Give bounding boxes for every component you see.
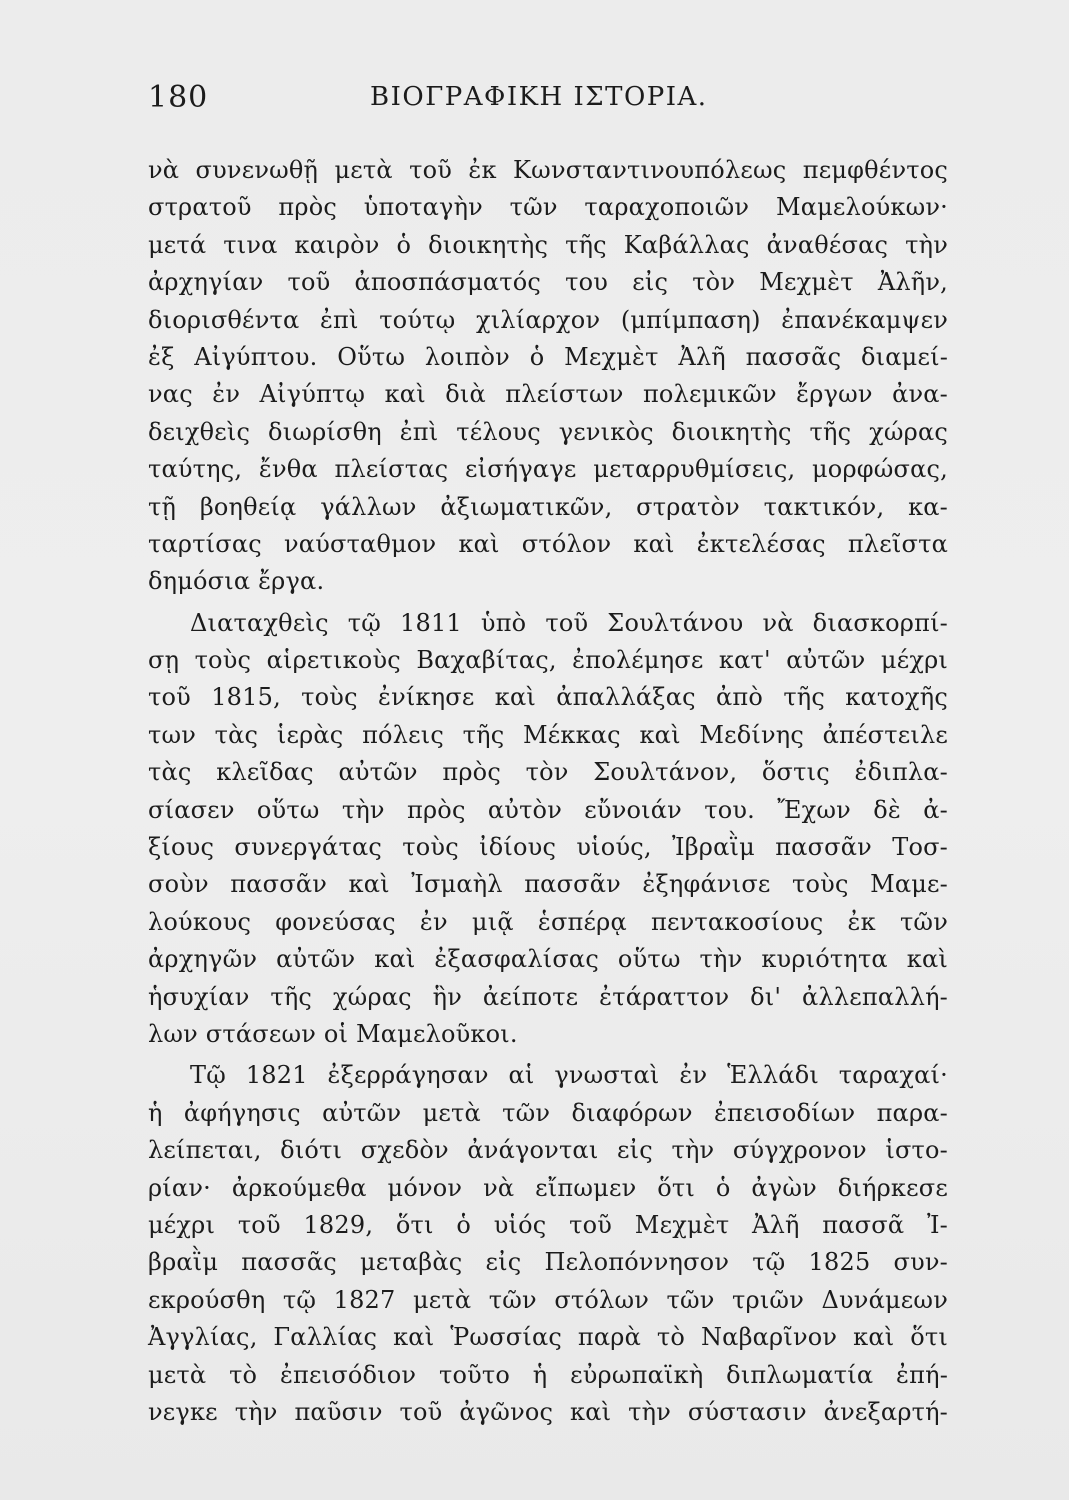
text-line: δειχθεὶς διωρίσθη ἐπὶ τέλους γενικὸς διοικητὴς τῆς χώρας — [148, 417, 948, 446]
text-line: ταρτίσας ναύσταθμον καὶ στόλον καὶ ἐκτελέσας πλεῖστα — [148, 529, 948, 558]
body-text — [148, 152, 948, 1431]
text-line: νεγκε τὴν παῦσιν τοῦ ἀγῶνος καὶ τὴν σύστασιν ἀνεξαρτή- — [148, 1397, 948, 1426]
text-line: τὰς κλεῖδας αὐτῶν πρὸς τὸν Σουλτάνον, ὅστις ἐδιπλα- — [148, 758, 948, 787]
text-line: των τὰς ἱερὰς πόλεις τῆς Μέκκας καὶ Μεδίνης ἀπέστειλε — [148, 720, 948, 749]
text-line: ἀρχηγῶν αὐτῶν καὶ ἐξασφαλίσας οὕτω τὴν κυριότητα καὶ — [148, 945, 948, 974]
text-line: ἡσυχίαν τῆς χώρας ἣν ἀείποτε ἐτάραττον δι' ἀλλεπαλλή- — [148, 982, 948, 1011]
paragraph-1 — [148, 152, 948, 601]
text-line: Διαταχθεὶς τῷ 1811 ὑπὸ τοῦ Σουλτάνου νὰ διασκορπί- — [190, 608, 948, 637]
text-line: εκρούσθη τῷ 1827 μετὰ τῶν στόλων τῶν τριῶν Δυνάμεων — [148, 1285, 948, 1314]
text-line: ἐξ Αἰγύπτου. Οὕτω λοιπὸν ὁ Μεχμὲτ Ἀλῆ πασσᾶς διαμεί- — [148, 342, 948, 371]
text-line: σίασεν οὕτω τὴν πρὸς αὐτὸν εὔνοιάν του. Ἔχων δὲ ἀ- — [148, 795, 948, 824]
text-line: τῇ βοηθείᾳ γάλλων ἀξιωματικῶν, στρατὸν τακτικόν, κα- — [148, 492, 948, 521]
text-line: Τῷ 1821 ἐξερράγησαν αἱ γνωσταὶ ἐν Ἑλλάδι ταραχαί· — [190, 1061, 948, 1090]
paragraph-2 — [148, 605, 948, 1054]
text-line: ἡ ἀφήγησις αὐτῶν μετὰ τῶν διαφόρων ἐπεισοδίων παρα- — [148, 1098, 948, 1127]
text-line: λων στάσεων οἱ Μαμελοῦκοι. — [148, 1019, 518, 1048]
text-line: νὰ συνενωθῇ μετὰ τοῦ ἐκ Κωνσταντινουπόλεως πεμφθέντος — [148, 156, 948, 184]
page-number: 180 — [148, 80, 209, 115]
text-line: ἀρχηγίαν τοῦ ἀποσπάσματός του εἰς τὸν Μεχμὲτ Ἀλῆν, — [148, 268, 948, 297]
text-line: ξίους συνεργάτας τοὺς ἰδίους υἱούς, Ἰβραῒμ πασσᾶν Τοσ- — [148, 833, 948, 862]
paragraph-3 — [148, 1057, 948, 1431]
text-line: λείπεται, διότι σχεδὸν ἀνάγονται εἰς τὴν σύγχρονον ἱστο- — [148, 1136, 948, 1165]
page-header — [148, 80, 948, 128]
text-line: ρίαν· ἀρκούμεθα μόνον νὰ εἴπωμεν ὅτι ὁ ἀγὼν διήρκεσε — [148, 1173, 948, 1202]
text-line: σῃ τοὺς αἱρετικοὺς Βαχαβίτας, ἐπολέμησε κατ' αὐτῶν μέχρι — [148, 646, 948, 675]
text-line: τοῦ 1815, τοὺς ἐνίκησε καὶ ἀπαλλάξας ἀπὸ τῆς κατοχῆς — [148, 683, 948, 712]
running-title: ΒΙΟΓΡΑΦΙΚΗ ΙΣΤΟΡΙΑ. — [370, 82, 708, 112]
text-line: λούκους φονεύσας ἐν μιᾷ ἑσπέρᾳ πεντακοσίους ἐκ τῶν — [148, 907, 948, 936]
text-line: διορισθέντα ἐπὶ τούτῳ χιλίαρχον (μπίμπαση) ἐπανέκαμψεν — [148, 305, 948, 334]
text-line: Ἀγγλίας, Γαλλίας καὶ Ῥωσσίας παρὰ τὸ Ναβαρῖνον καὶ ὅτι — [148, 1323, 948, 1352]
text-line: ταύτης, ἔνθα πλείστας εἰσήγαγε μεταρρυθμίσεις, μορφώσας, — [148, 455, 948, 484]
text-line: μετά τινα καιρὸν ὁ διοικητὴς τῆς Καβάλλας ἀναθέσας τὴν — [148, 230, 948, 259]
text-line: νας ἐν Αἰγύπτῳ καὶ διὰ πλείστων πολεμικῶν ἔργων ἀνα- — [148, 380, 948, 409]
text-line: μέχρι τοῦ 1829, ὅτι ὁ υἱός τοῦ Μεχμὲτ Ἀλῆ πασσᾶ Ἰ- — [148, 1210, 948, 1239]
text-line: δημόσια ἔργα. — [148, 567, 325, 596]
text-line: σοὺν πασσᾶν καὶ Ἰσμαὴλ πασσᾶν ἐξηφάνισε τοὺς Μαμε- — [148, 870, 948, 899]
text-line: στρατοῦ πρὸς ὑποταγὴν τῶν ταραχοποιῶν Μαμελούκων· — [148, 193, 948, 222]
text-line: βραῒμ πασσᾶς μεταβὰς εἰς Πελοπόννησον τῷ 1825 συν- — [148, 1248, 948, 1277]
text-line: μετὰ τὸ ἐπεισόδιον τοῦτο ἡ εὐρωπαϊκὴ διπλωματία ἐπή- — [148, 1360, 948, 1389]
